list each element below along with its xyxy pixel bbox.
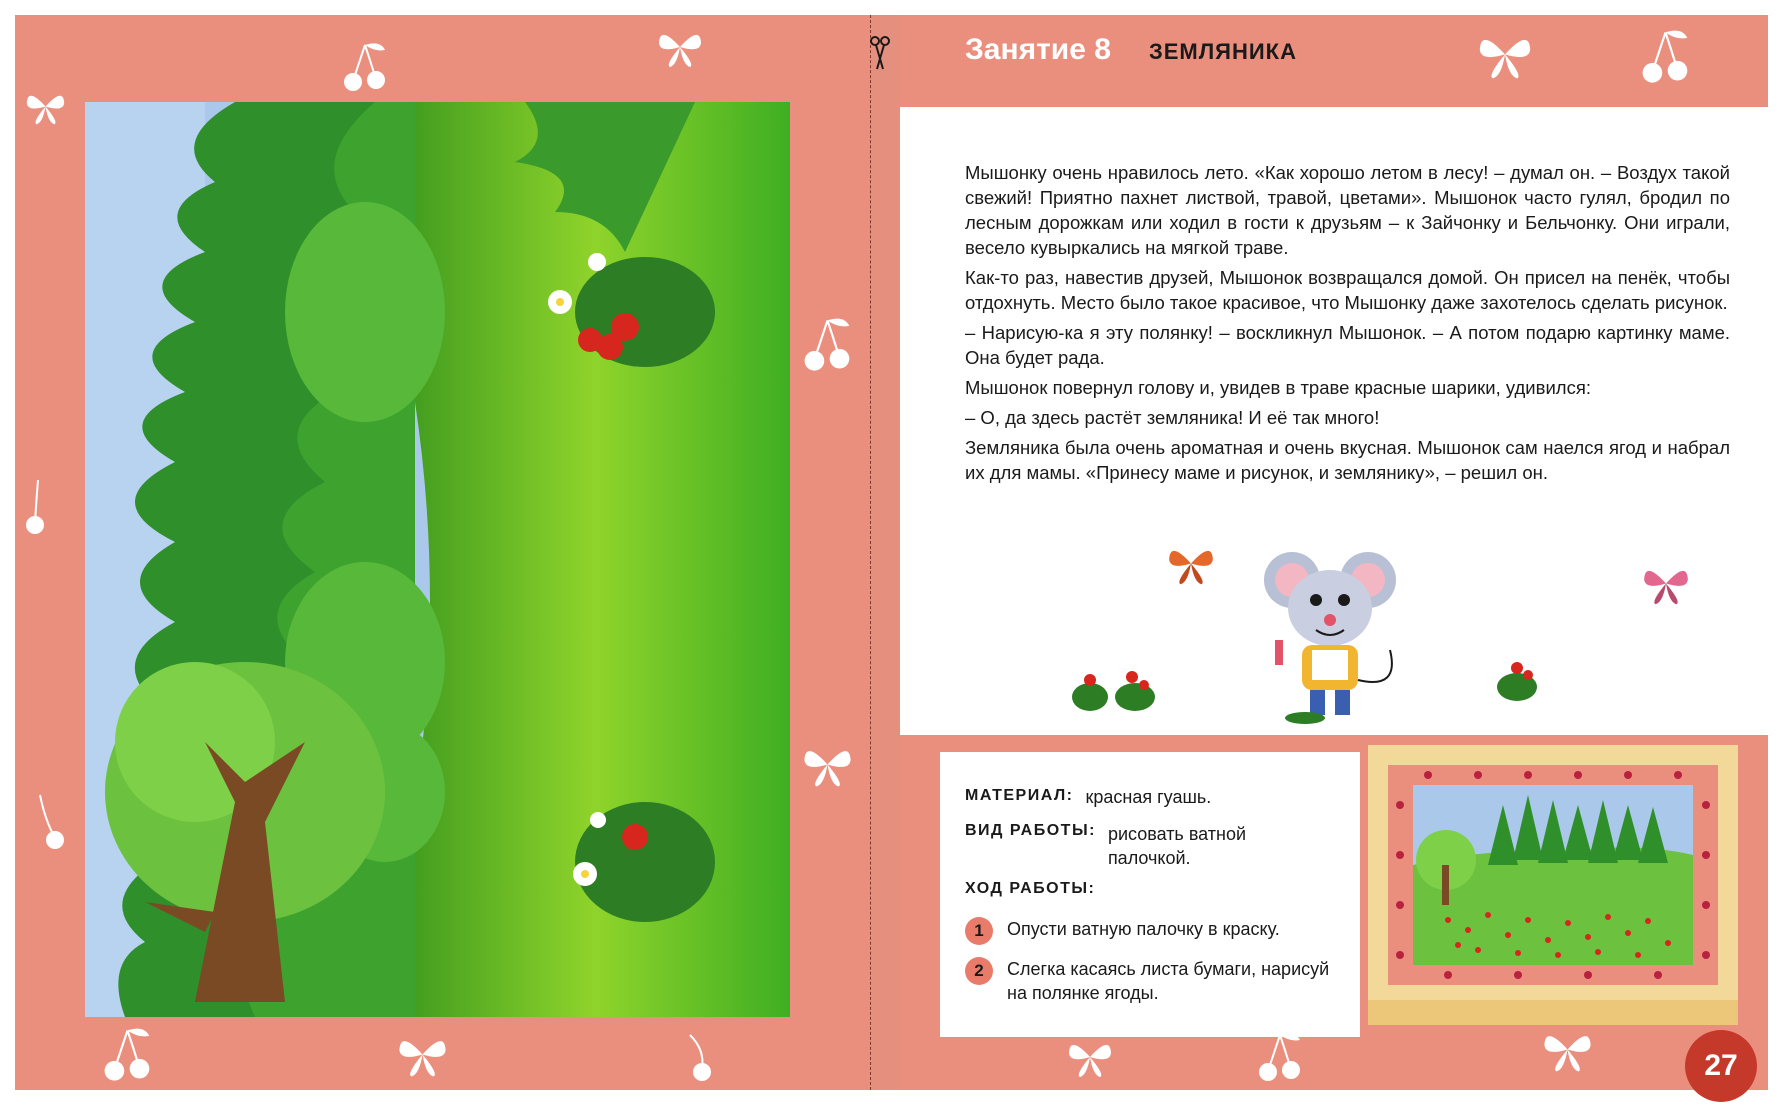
work-type-value: рисовать ватной палочкой.: [1107, 824, 1247, 868]
process-row: [965, 880, 1385, 898]
butterfly-icon: [1640, 560, 1692, 608]
material-label: МАТЕРИАЛ:: [965, 787, 1074, 804]
step-text: Опусти ватную палочку в краску.: [1007, 919, 1280, 939]
strawberry-icon: [1490, 645, 1545, 705]
step-text: Слегка касаясь листа бумаги, нарисуй на полянке ягоды.: [1007, 959, 1330, 1003]
forest-scene-illustration: [85, 102, 790, 1017]
butterfly-icon: [23, 87, 68, 127]
process-label: ХОД РАБОТЫ:: [965, 880, 1096, 897]
story-paragraph: Как-то раз, навестив друзей, Мышонок возвращался домой. Он присел на пенёк, чтобы отдохнуть. Место было такое красивое, что Мышонку даже захотелось сделать рисунок.: [965, 267, 1730, 313]
work-type-label: ВИД РАБОТЫ:: [965, 822, 1096, 839]
cherry-icon: [340, 40, 390, 95]
butterfly-icon: [1475, 25, 1535, 85]
cherry-icon: [1638, 27, 1693, 87]
page-number-badge: 27: [1685, 1030, 1757, 1102]
lesson-title: ЗЕМЛЯНИКА: [1148, 39, 1297, 64]
cherry-icon: [800, 315, 855, 375]
example-picture-frame: [1368, 745, 1738, 1030]
butterfly-icon: [1065, 1035, 1115, 1080]
story-paragraph: Земляника была очень ароматная и очень вкусная. Мышонок сам наелся ягод и набрал их для мамы. «Принесу маме и рисунок, и землянику», – решил он.: [965, 437, 1730, 483]
material-row: [965, 787, 1385, 808]
butterfly-icon: [395, 1030, 450, 1080]
butterfly-icon: [800, 740, 855, 790]
story-paragraph: – Нарисую-ка я эту полянку! – воскликнул Мышонок. – А потом подарю картинку маме. Она будет рада.: [965, 322, 1730, 368]
story-paragraph: Мышонку очень нравилось лето. «Как хорошо летом в лесу! – думал он. – Воздух такой свежий! Приятно пахнет листвой, травой, цветами». Мышонок часто гулял, бродил по лесным дорожкам или ходил в гости к друзьям – к Зайчонку и Бельчонку. Они играли, весело кувыркались на мягкой траве.: [965, 162, 1730, 258]
story-text: [965, 160, 1730, 490]
story-paragraph: – О, да здесь растёт земляника! И её так много!: [965, 407, 1380, 428]
cherry-icon: [680, 1030, 720, 1085]
right-page: [900, 15, 1768, 1090]
step-number-badge: 1: [965, 917, 993, 945]
left-page: [15, 15, 870, 1090]
mouse-illustration: [1250, 540, 1420, 725]
step-number-badge: 2: [965, 957, 993, 985]
steps-list: [965, 917, 1365, 1017]
work-type-row: [965, 822, 1385, 870]
story-paragraph: Мышонок повернул голову и, увидев в траве красные шарики, удивился:: [965, 377, 1592, 398]
step-item: [965, 917, 1365, 945]
lesson-number: Занятие 8: [965, 33, 1111, 66]
scissors-icon: [869, 33, 891, 73]
material-value: красная гуашь.: [1085, 787, 1212, 807]
butterfly-icon: [655, 25, 705, 70]
butterfly-icon: [1540, 1025, 1595, 1075]
butterfly-icon: [1165, 540, 1217, 588]
page-gutter: [870, 15, 901, 1090]
lesson-header: [965, 33, 1297, 67]
cherry-icon: [20, 475, 55, 535]
cherry-icon: [30, 790, 70, 850]
cherry-icon: [1255, 1030, 1305, 1085]
strawberry-icon: [1070, 655, 1160, 715]
instruction-block: [965, 787, 1385, 908]
step-item: [965, 957, 1365, 1005]
cherry-icon: [100, 1025, 155, 1085]
